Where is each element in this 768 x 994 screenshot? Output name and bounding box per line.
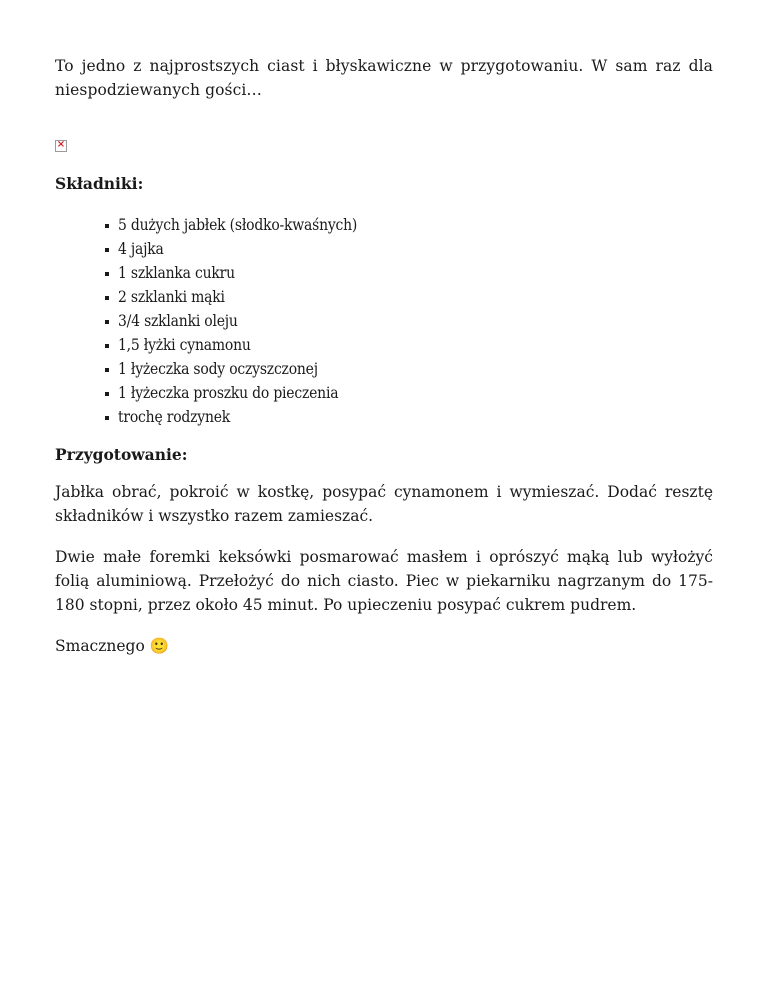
- list-item: trochę rodzynek: [104, 405, 713, 429]
- list-item: 2 szklanki mąki: [104, 285, 713, 309]
- intro-paragraph: To jedno z najprostszych ciast i błyskawiczne w przygotowaniu. W sam raz dla niespodziewanych gości…: [55, 57, 713, 99]
- list-item: 1,5 łyżki cynamonu: [104, 333, 713, 357]
- list-item: 1 łyżeczka sody oczyszczonej: [104, 357, 713, 381]
- list-item: 1 szklanka cukru: [104, 261, 713, 285]
- preparation-paragraph: Jabłka obrać, pokroić w kostkę, posypać cynamonem i wymieszać. Dodać resztę składników i wszystko razem zamieszać.: [55, 483, 713, 525]
- list-item: 1 łyżeczka proszku do pieczenia: [104, 381, 713, 405]
- list-item: 4 jajka: [104, 237, 713, 261]
- ingredients-list: [55, 213, 713, 429]
- preparation-paragraph: Dwie małe foremki keksówki posmarować masłem i oprószyć mąką lub wyłożyć folią aluminiową. Przełożyć do nich ciasto. Piec w piekarniku nagrzanym do 175-180 stopni, przez około 45 minut. Po upieczeniu posypać cukrem pudrem.: [55, 548, 713, 614]
- ingredients-heading: Składniki:: [55, 174, 144, 193]
- closing-text: Smacznego 🙂: [55, 637, 170, 655]
- article-content: [55, 54, 713, 658]
- broken-image-icon: ×: [56, 139, 66, 150]
- list-item: 3/4 szklanki oleju: [104, 309, 713, 333]
- preparation-heading: Przygotowanie:: [55, 445, 188, 464]
- list-item: 5 dużych jabłek (słodko-kwaśnych): [104, 213, 713, 237]
